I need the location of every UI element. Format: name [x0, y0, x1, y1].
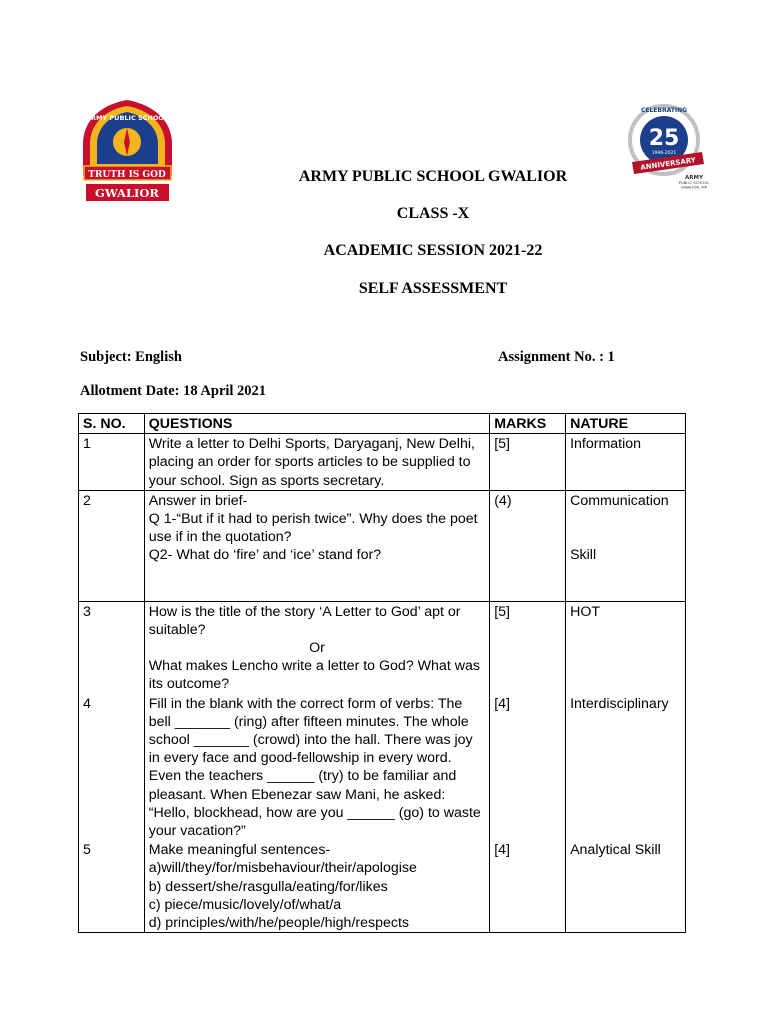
- row-marks: [4]: [490, 694, 566, 841]
- school-crest-logo: [80, 98, 175, 204]
- assignment-number-label: Assignment No. : 1: [498, 349, 615, 365]
- row-nature: Analytical Skill: [566, 840, 686, 933]
- header-marks: MARKS: [490, 414, 566, 434]
- header-sno: S. NO.: [79, 414, 145, 434]
- question-or: Or: [309, 640, 325, 657]
- row-nature: Information: [566, 434, 686, 491]
- question-line: Q2- What do ‘fire’ and ‘ice’ stand for?: [148, 547, 382, 564]
- question-line: Answer in brief-: [148, 492, 248, 509]
- table-row: [79, 840, 686, 933]
- svg-text:CELEBRATING: CELEBRATING: [640, 107, 688, 114]
- allotment-date-label: Allotment Date: 18 April 2021: [80, 383, 267, 399]
- svg-text:GWALIOR: GWALIOR: [95, 186, 159, 200]
- nature-line: Communication: [570, 492, 669, 509]
- subject-label: Subject: English: [80, 349, 182, 365]
- header-questions: QUESTIONS: [144, 414, 489, 434]
- row-question: [144, 601, 489, 694]
- assessment-title: SELF ASSESSMENT: [358, 280, 508, 297]
- row-nature: Interdisciplinary: [566, 694, 686, 841]
- row-marks: [4]: [490, 840, 566, 933]
- table-header-row: [79, 414, 686, 434]
- svg-text:1996-2021: 1996-2021: [651, 151, 677, 156]
- question-line: b) dessert/she/rasgulla/eating/for/likes: [148, 878, 388, 895]
- session-heading: ACADEMIC SESSION 2021-22: [323, 242, 543, 259]
- row-question: Write a letter to Delhi Sports, Daryaganj, New Delhi, placing an order for sports articles to be supplied to your school. Sign as sports secretary.: [144, 434, 489, 491]
- question-line: d) principles/with/he/people/high/respects: [148, 915, 410, 932]
- row-number: 1: [79, 434, 145, 491]
- row-marks: [5]: [490, 434, 566, 491]
- row-number: 3: [79, 601, 145, 694]
- row-marks: [5]: [490, 601, 566, 694]
- questions-table: [78, 413, 686, 933]
- row-nature: [566, 490, 686, 601]
- question-line: Make meaningful sentences-: [148, 842, 331, 859]
- table-row: [79, 434, 686, 491]
- svg-text:TRUTH IS GOD: TRUTH IS GOD: [88, 170, 166, 180]
- row-number: 2: [79, 490, 145, 601]
- row-number: 4: [79, 694, 145, 841]
- svg-text:25: 25: [648, 126, 680, 151]
- school-name-heading: ARMY PUBLIC SCHOOL GWALIOR: [298, 168, 568, 185]
- row-number: 5: [79, 840, 145, 933]
- row-question: [144, 490, 489, 601]
- question-part: What makes Lencho write a letter to God? What was its outcome?: [148, 658, 480, 693]
- class-heading: CLASS -X: [396, 205, 470, 222]
- row-question: Fill in the blank with the correct form of verbs: The bell _______ (ring) after fifteen minutes. The whole school _______ (crowd) into the hall. There was joy in every face and good-fellowship in every word. Even the teachers ______ (try) to be familiar and pleasant. When Ebenezar saw Mani, he asked: “Hello, blockhead, how are you ______ (go) to waste your vacation?”: [144, 694, 489, 841]
- question-line: Q 1-“But if it had to perish twice”. Why does the poet use if in the quotation?: [148, 511, 478, 546]
- row-question: [144, 840, 489, 933]
- question-line: c) piece/music/lovely/of/what/a: [148, 896, 342, 913]
- nature-line: Skill: [570, 547, 597, 564]
- header-nature: NATURE: [566, 414, 686, 434]
- row-nature: HOT: [566, 601, 686, 694]
- question-line: a)will/they/for/misbehaviour/their/apologise: [148, 860, 417, 877]
- svg-text:ARMY: ARMY: [685, 175, 703, 181]
- svg-text:ARMY PUBLIC SCHOOL: ARMY PUBLIC SCHOOL: [85, 114, 169, 122]
- svg-text:GWALIOR, MP: GWALIOR, MP: [681, 184, 707, 190]
- table-row: [79, 694, 686, 841]
- table-row: [79, 601, 686, 694]
- svg-text:PUBLIC SCHOOL: PUBLIC SCHOOL: [678, 180, 710, 185]
- table-row: [79, 490, 686, 601]
- question-part: How is the title of the story ‘A Letter to God’ apt or suitable?: [148, 603, 461, 638]
- row-marks: (4): [490, 490, 566, 601]
- svg-text:ANNIVERSARY: ANNIVERSARY: [639, 156, 697, 172]
